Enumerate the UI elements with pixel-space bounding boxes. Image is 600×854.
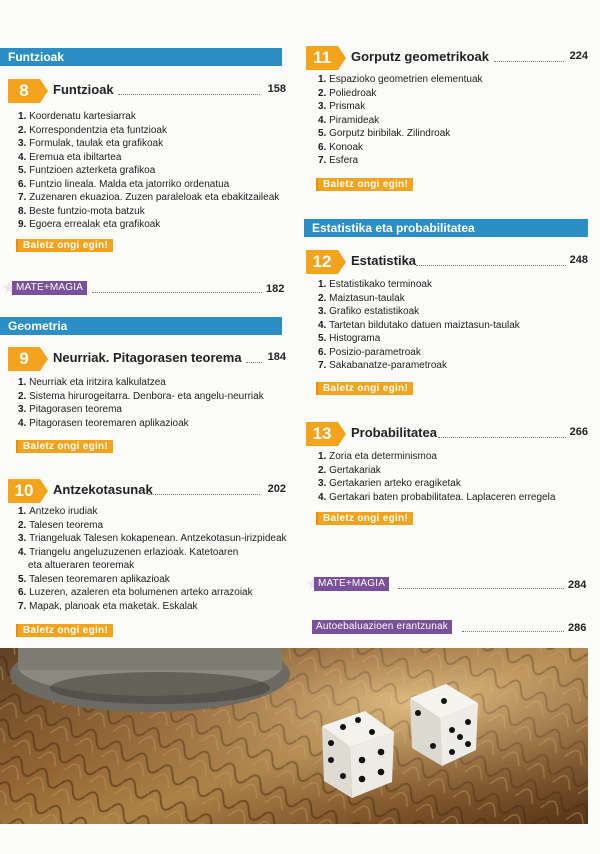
list-item[interactable] (318, 491, 555, 505)
leader-dots (438, 437, 566, 438)
topic-label: Gorputz biribilak. Zilindroak (329, 128, 451, 139)
topic-label: Sistema hirurogeitarra. Denbora- eta angelu-neurriak (29, 390, 264, 402)
topic-label: Sakabanatze-parametroak (329, 360, 447, 371)
practice-button[interactable]: Baletz ongi egin! (16, 440, 113, 453)
list-item[interactable] (318, 292, 520, 306)
list-item[interactable] (18, 376, 264, 390)
list-item[interactable] (318, 332, 520, 346)
topic-label: Zoria eta determinismoa (329, 451, 437, 462)
topic-label: Grafiko estatistikoak (329, 306, 420, 317)
section-header-geometria: Geometria (0, 317, 282, 335)
unit-title: Probabilitatea (351, 425, 437, 440)
section-header-funtzioak: Funtzioak (0, 48, 282, 66)
unit-title: Neurriak. Pitagorasen teorema (53, 350, 242, 365)
list-item[interactable] (318, 278, 520, 292)
unit-number-badge: 12 (306, 250, 338, 274)
unit-title: Funtzioak (53, 82, 114, 97)
dice-photo-illustration (0, 648, 588, 824)
page-number: 286 (568, 622, 587, 634)
topic-number: 7. (318, 360, 330, 371)
leader-dots (118, 94, 260, 95)
list-item[interactable] (18, 586, 287, 600)
topic-label: Piramideak (329, 114, 380, 126)
topic-label: Gertakariak (329, 464, 381, 476)
list-item[interactable] (318, 87, 483, 101)
list-item[interactable] (18, 390, 264, 404)
topic-number: 3. (318, 478, 330, 489)
topic-number: 3. (18, 404, 30, 415)
page-number: 284 (568, 579, 587, 591)
list-item[interactable] (18, 110, 279, 124)
topic-label: Antzeko irudiak (29, 506, 98, 517)
unit-number-badge: 13 (306, 422, 338, 446)
topic-number: 5. (318, 333, 330, 344)
section-header-estatistika: Estatistika eta probabilitatea (304, 219, 588, 237)
list-item[interactable] (318, 154, 483, 168)
topic-label: Funtzio lineala. Malda eta jatorriko ordenatua (29, 178, 230, 190)
topic-number: 4. (18, 417, 30, 429)
topic-number: 4. (318, 491, 330, 503)
unit-number-badge: 10 (8, 479, 40, 503)
topic-label: eta altueraren teoremak (28, 560, 135, 571)
unit-title: Estatistika (351, 253, 417, 268)
list-item[interactable] (18, 151, 279, 165)
dice-photo (0, 648, 588, 824)
topic-label: Estatistikako terminoak (329, 279, 432, 290)
unit-title: Gorputz geometrikoak (351, 49, 489, 64)
page-number: 182 (266, 283, 285, 295)
list-item[interactable] (18, 559, 287, 573)
leader-dots (246, 362, 262, 363)
topic-label: Funtzioen azterketa grafikoa (29, 165, 156, 176)
list-item[interactable] (18, 191, 279, 205)
list-item[interactable] (318, 114, 483, 128)
topic-label: Koordenatu kartesiarrak (29, 111, 136, 122)
leader-dots (92, 292, 262, 293)
list-item[interactable] (18, 505, 287, 519)
list-item[interactable] (318, 346, 520, 360)
topic-number: 7. (18, 192, 30, 203)
topic-number: 2. (18, 124, 30, 136)
list-item[interactable] (18, 403, 264, 417)
leader-dots (148, 494, 260, 495)
topic-number: 1. (318, 279, 330, 290)
practice-button[interactable]: Baletz ongi egin! (16, 624, 113, 637)
list-item[interactable] (18, 218, 279, 232)
topic-number: 6. (18, 587, 30, 598)
topic-number: 2. (318, 464, 330, 476)
list-item[interactable] (18, 519, 287, 533)
unit-12-header[interactable] (306, 250, 588, 274)
page-number: 266 (569, 426, 588, 438)
topic-number: 1. (318, 74, 330, 85)
topic-number: 4. (318, 114, 330, 126)
page-number: 158 (267, 83, 286, 95)
topic-label: Zuzenaren ekuazioa. Zuzen paraleloak eta ebakitzaileak (29, 192, 280, 203)
practice-button[interactable]: Baletz ongi egin! (16, 239, 113, 252)
topic-number: 2. (318, 87, 330, 99)
topic-label: Konoak (329, 141, 364, 153)
unit-9-topics (18, 376, 264, 430)
list-item[interactable] (18, 600, 287, 614)
topic-number: 5. (18, 165, 30, 176)
topic-label: Beste funtzio-mota batzuk (29, 205, 145, 217)
page-number: 248 (569, 254, 588, 266)
topic-number: 4. (318, 319, 330, 331)
list-item[interactable] (318, 359, 520, 373)
topic-number: 3. (318, 101, 330, 112)
unit-number-badge: 11 (306, 46, 338, 70)
topic-label: Mapak, planoak eta maketak. Eskalak (29, 600, 198, 612)
list-item[interactable] (18, 546, 287, 560)
topic-number: 9. (18, 219, 30, 230)
topic-number: 8. (18, 205, 30, 217)
topic-number: 5. (18, 573, 30, 585)
topic-number: 2. (18, 390, 30, 402)
unit-number-badge: 9 (8, 347, 40, 371)
topic-label: Maiztasun-taulak (329, 292, 405, 304)
topic-label: Formulak, taulak eta grafikoak (29, 138, 164, 149)
unit-title: Antzekotasunak (53, 482, 153, 497)
page-number: 224 (569, 50, 588, 62)
topic-label: Espazioko geometrien elementuak (329, 74, 483, 85)
leader-dots (462, 631, 564, 632)
leader-dots (398, 588, 564, 589)
topic-number: 1. (18, 377, 30, 388)
topic-number: 7. (18, 600, 30, 612)
topic-number: 6. (318, 141, 330, 153)
topic-number: 6. (18, 178, 30, 190)
list-item[interactable] (18, 205, 279, 219)
topic-label: Talesen teorema (29, 519, 104, 531)
list-item[interactable] (318, 305, 520, 319)
list-item[interactable] (18, 178, 279, 192)
list-item[interactable] (18, 573, 287, 587)
topic-number: 6. (318, 346, 330, 358)
topic-label: Histograma (329, 333, 381, 344)
autoebaluazio-badge[interactable]: Autoebaluazioen erantzunak (312, 620, 452, 634)
unit-10-topics (18, 505, 287, 613)
practice-button[interactable]: Baletz ongi egin! (316, 382, 413, 395)
topic-label: Korrespondentzia eta funtzioak (29, 124, 167, 136)
list-item[interactable] (318, 73, 483, 87)
mate-magia-badge[interactable]: MATE+MAGIA (12, 281, 87, 295)
topic-label: Neurriak eta iritzira kalkulatzea (29, 377, 166, 388)
topic-label: Triangeluak Talesen kokapenean. Antzekotasun-irizpideak (29, 533, 287, 544)
list-item[interactable] (18, 124, 279, 138)
mate-magia-badge[interactable]: MATE+MAGIA (314, 577, 389, 591)
unit-8-header[interactable] (8, 79, 286, 103)
topic-label: Gertakari baten probabilitatea. Laplaceren erregela (329, 491, 556, 503)
topic-label: Tartetan bildutako datuen maiztasun-taulak (329, 319, 520, 331)
unit-11-header[interactable] (306, 46, 588, 70)
page-number: 184 (267, 351, 286, 363)
list-item[interactable] (318, 464, 555, 478)
topic-label: Talesen teoremaren aplikazioak (29, 573, 170, 585)
topic-label: Pitagorasen teorema (29, 404, 122, 415)
unit-8-topics (18, 110, 279, 232)
topic-label: Poliedroak (329, 87, 377, 99)
list-item[interactable] (318, 319, 520, 333)
list-item[interactable] (318, 477, 555, 491)
topic-number: 3. (18, 533, 30, 544)
list-item[interactable] (18, 532, 287, 546)
practice-button[interactable]: Baletz ongi egin! (316, 512, 413, 525)
topic-number: 4. (18, 546, 30, 558)
unit-9-header[interactable] (8, 347, 286, 371)
topic-number: 1. (18, 506, 30, 517)
list-item[interactable] (318, 450, 555, 464)
topic-label: Posizio-parametroak (329, 346, 421, 358)
topic-number: 3. (318, 306, 330, 317)
topic-label: Eremua eta ibiltartea (29, 151, 122, 163)
topic-number: 3. (18, 138, 30, 149)
list-item[interactable] (18, 164, 279, 178)
topic-number: 7. (318, 155, 330, 166)
page-number: 202 (267, 483, 286, 495)
topic-number: 5. (318, 128, 330, 139)
list-item[interactable] (318, 127, 483, 141)
list-item[interactable] (318, 100, 483, 114)
unit-12-topics (318, 278, 520, 373)
topic-label: Gertakarien arteko eragiketak (329, 478, 461, 489)
topic-number: 2. (318, 292, 330, 304)
practice-button[interactable]: Baletz ongi egin! (316, 178, 413, 191)
unit-number-badge: 8 (8, 79, 40, 103)
list-item[interactable] (18, 417, 264, 431)
list-item[interactable] (318, 141, 483, 155)
unit-11-topics (318, 73, 483, 168)
unit-10-header[interactable] (8, 479, 286, 503)
topic-label: Luzeren, azaleren eta bolumenen arteko arrazoiak (29, 587, 253, 598)
topic-label: Egoera errealak eta grafikoak (29, 219, 161, 230)
topic-number: 4. (18, 151, 30, 163)
topic-label: Prismak (329, 101, 366, 112)
leader-dots (416, 265, 566, 266)
topic-number: 2. (18, 519, 30, 531)
topic-label: Triangelu angeluzuzenen erlazioak. Katetoaren (29, 546, 239, 558)
topic-label: Pitagorasen teoremaren aplikazioak (29, 417, 189, 429)
leader-dots (494, 61, 564, 62)
topic-label: Esfera (329, 155, 359, 166)
topic-number: 1. (318, 451, 330, 462)
topic-number: 1. (18, 111, 30, 122)
unit-13-header[interactable] (306, 422, 588, 446)
list-item[interactable] (18, 137, 279, 151)
unit-13-topics (318, 450, 555, 504)
